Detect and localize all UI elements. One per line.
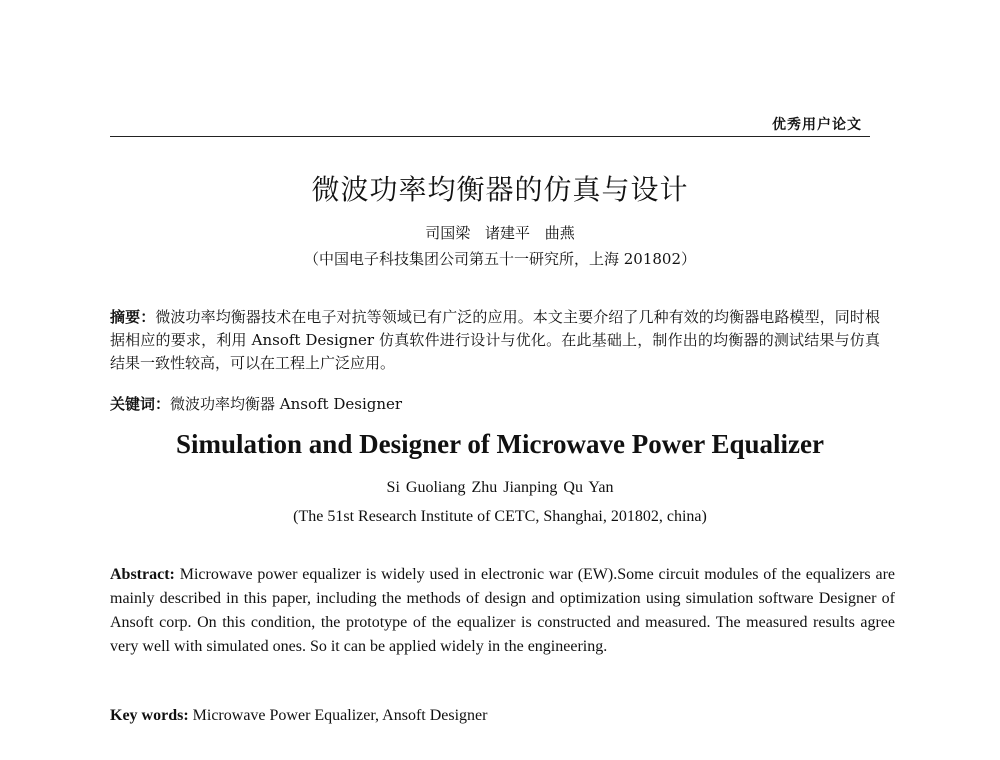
english-affiliation: (The 51st Research Institute of CETC, Shanghai, 201802, china) (293, 508, 707, 525)
chinese-abstract-label: 摘要： (110, 308, 156, 326)
english-abstract-text: Microwave power equalizer is widely used in electronic war (EW).Some circuit modules of the equalizers are mainly described in this paper, including the methods of design and optimization using simulation software Designer of Ansoft corp. On this condition, the prototype of the equalizer is constructed and measured. The measured results agree very well with simulated ones. So it can be applied widely in the engineering. (110, 566, 896, 655)
english-abstract-label: Abstract: (110, 566, 175, 583)
section-tag: 优秀用户论文 (772, 117, 862, 133)
english-keywords (110, 705, 895, 727)
english-abstract (110, 563, 895, 659)
header-rule (110, 136, 870, 137)
english-keywords-text: Microwave Power Equalizer, Ansoft Designer (192, 707, 488, 724)
chinese-authors: 司国梁 诸建平 曲燕 (425, 224, 575, 242)
english-keywords-label: Key words: (110, 707, 189, 724)
chinese-keywords-label: 关键词： (110, 395, 171, 413)
chinese-abstract-text: 微波功率均衡器技术在电子对抗等领域已有广泛的应用。本文主要介绍了几种有效的均衡器电路模型，同时根据相应的要求，利用 Ansoft Designer 仿真软件进行设计与优化。在此基础上，制作出的均衡器的测试结果与仿真结果一致性较高，可以在工程上广泛应用。 (110, 308, 880, 372)
chinese-affiliation: （中国电子科技集团公司第五十一研究所，上海 201802） (303, 250, 697, 268)
chinese-keywords (110, 393, 880, 415)
chinese-title: 微波功率均衡器的仿真与设计 (311, 173, 689, 206)
english-authors: Si Guoliang Zhu Jianping Qu Yan (386, 479, 614, 496)
chinese-keywords-text: 微波功率均衡器 Ansoft Designer (170, 395, 403, 413)
english-title: Simulation and Designer of Microwave Power Equalizer (176, 429, 824, 459)
chinese-abstract (110, 306, 880, 375)
